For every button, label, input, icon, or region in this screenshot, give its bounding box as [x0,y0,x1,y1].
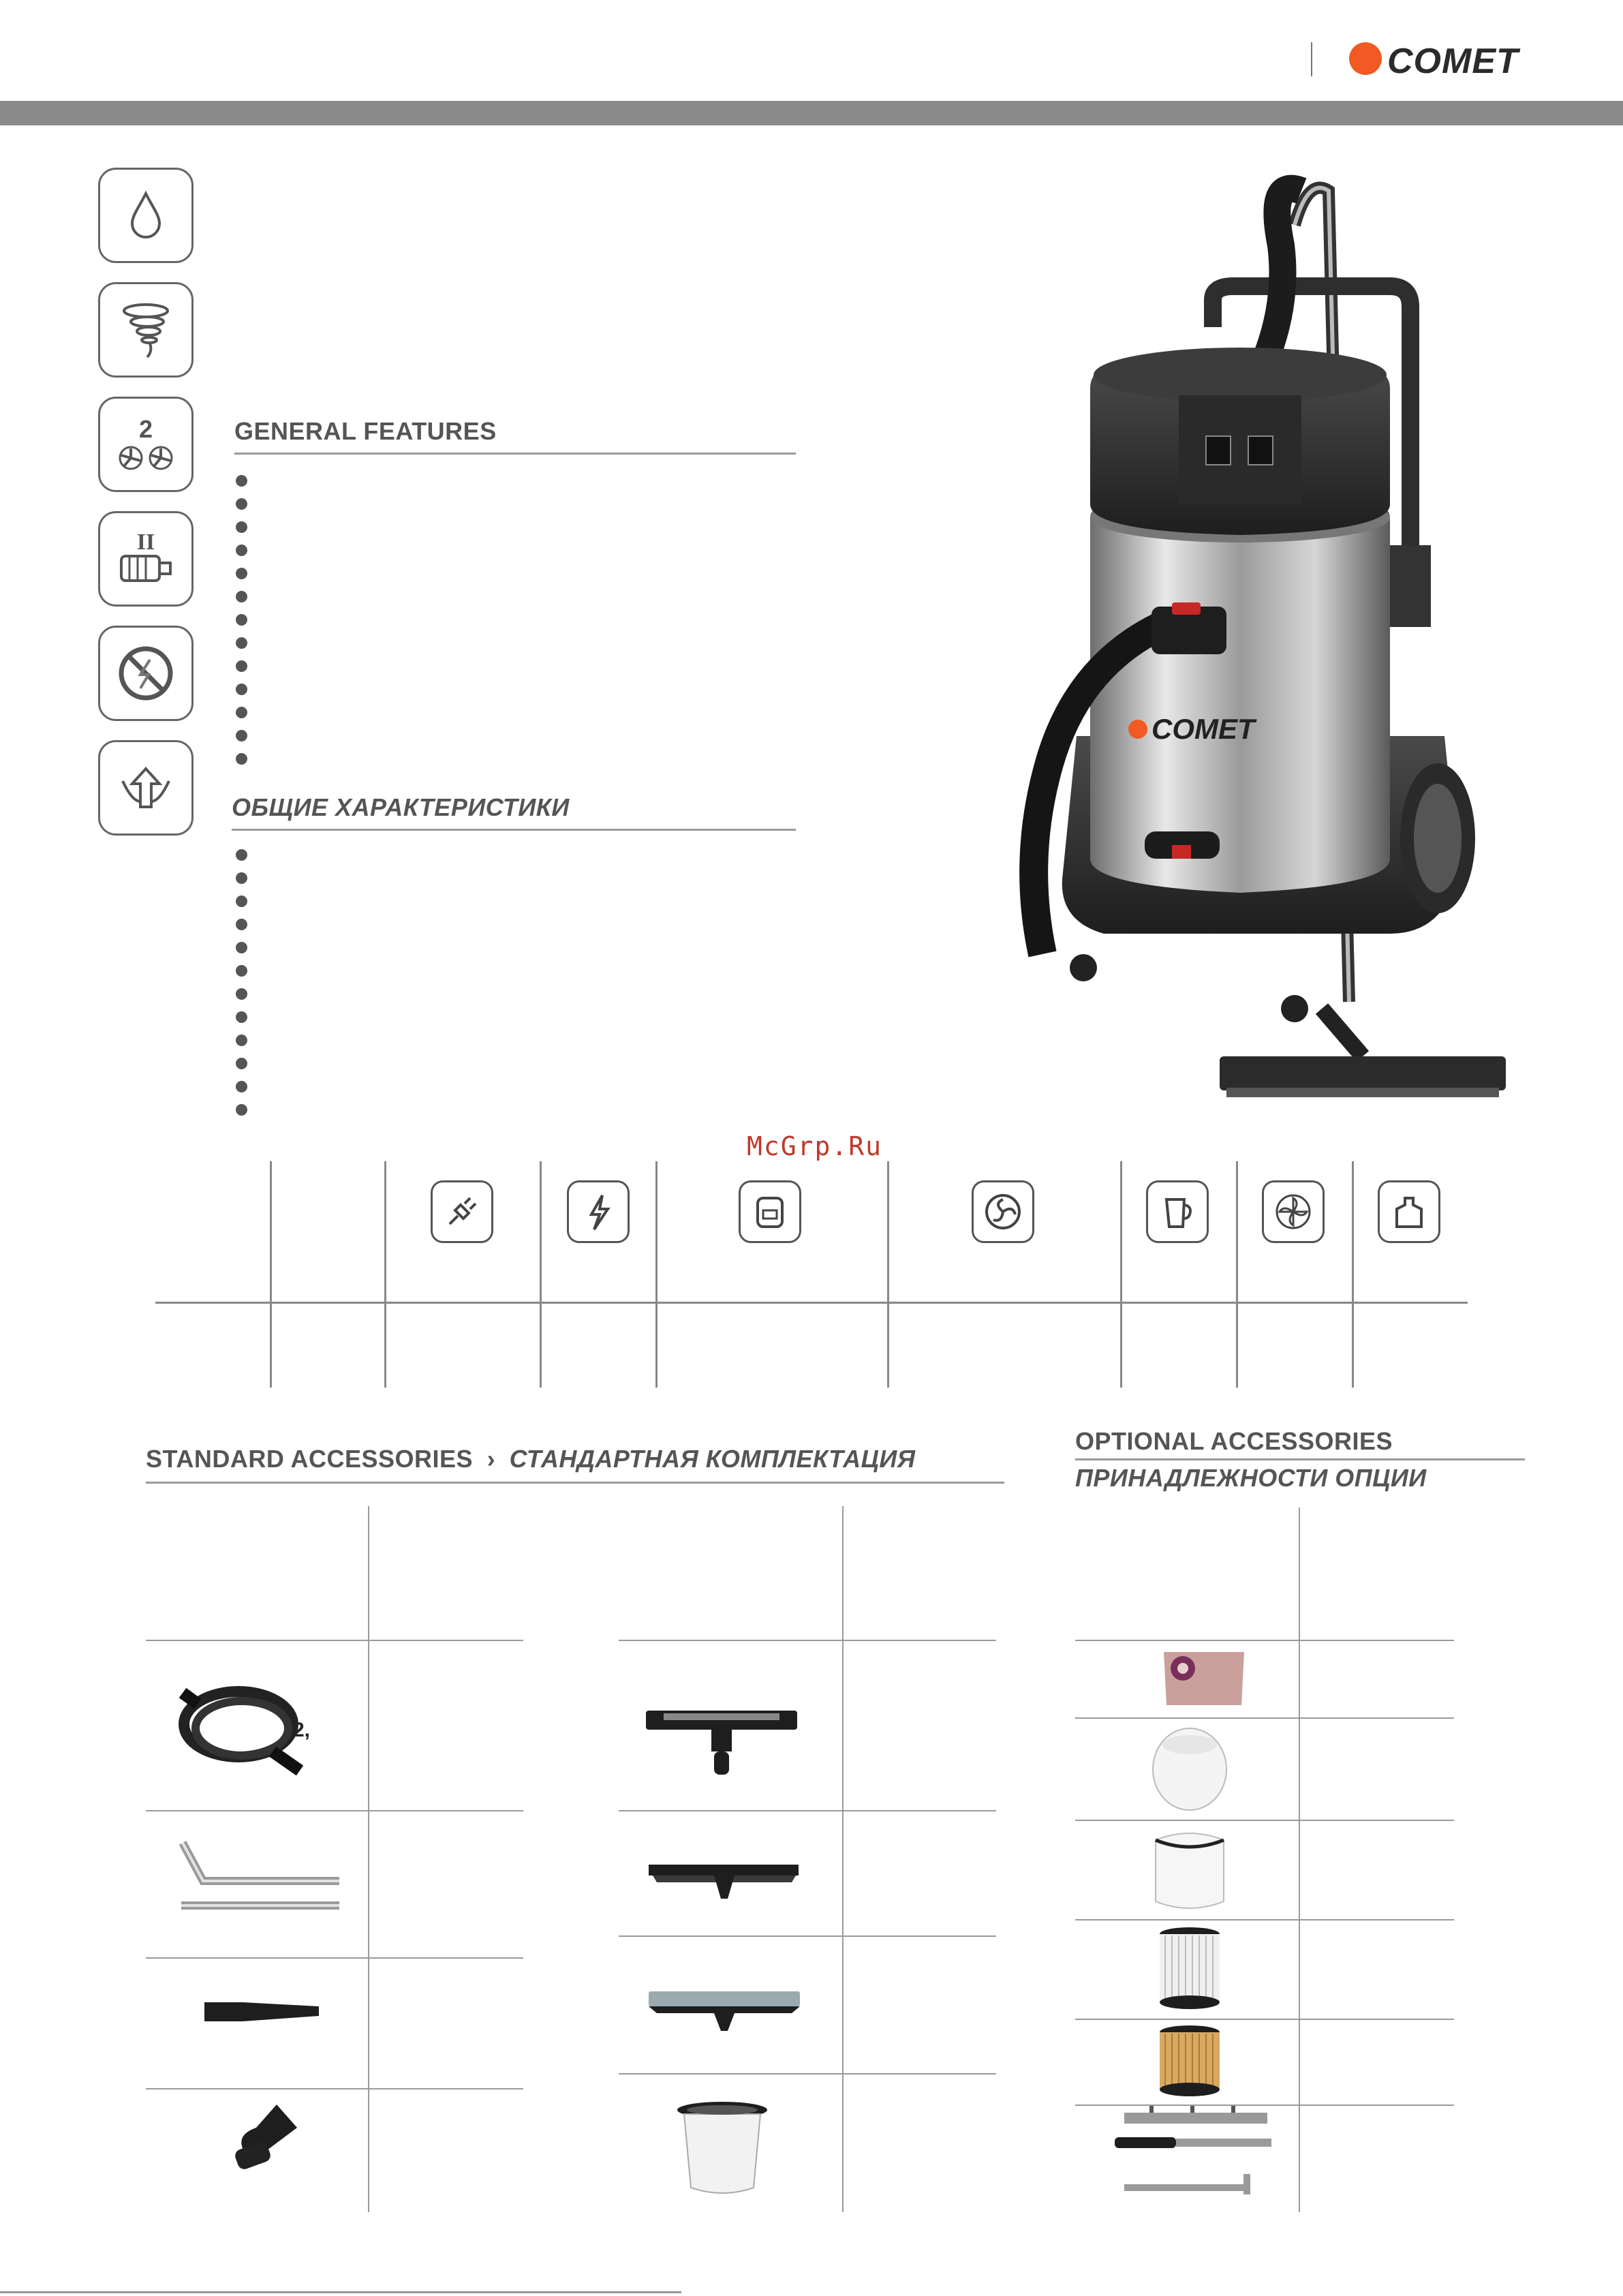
cloth-filter-image [1149,1826,1231,1915]
general-features-title-ru: ОБЩИЕ ХАРАКТЕРИСТИКИ [232,793,570,821]
product-vacuum-image [1008,150,1513,1118]
footer-rule [0,2291,681,2293]
lightning-icon [567,1180,630,1243]
feature-bullet [236,660,247,672]
feature-bullet [236,475,247,487]
feature-bullet [236,919,247,930]
optional-accessories-rule [1075,1458,1525,1460]
feature-bullet [236,730,247,741]
paper-bag-image [1160,1649,1248,1708]
brand-dot-icon [1349,42,1382,75]
table-divider [540,1161,542,1388]
hose-image [170,1677,307,1786]
feature-bullet [236,965,247,977]
feature-bullet [236,1058,247,1069]
capacity-jug-icon [1146,1180,1209,1243]
cloth-filter-basket-image [675,2099,770,2201]
general-features-rule-ru [232,829,796,831]
row-rule [1075,1919,1454,1920]
row-rule [1075,2019,1454,2020]
water-squeegee-image [646,1982,803,2036]
feature-bullet [236,1081,247,1092]
standard-accessories-title [146,1445,916,1473]
table-divider [384,1161,386,1388]
feature-bullet [236,591,247,602]
feature-bullet [236,896,247,907]
optional-divider [1299,1507,1300,2212]
row-rule [146,1957,523,1959]
floor-nozzle-image [643,1704,800,1779]
cloth-bag-image [1149,1724,1231,1813]
cellulose-filter-image [1156,2024,1224,2100]
row-rule [619,2073,996,2075]
feature-bullet [236,1104,247,1116]
feature-bullet [236,521,247,533]
general-features-title: GENERAL FEATURES [234,417,497,445]
row-rule [146,1810,523,1811]
weight-icon [1378,1180,1440,1243]
industrial-floor-kit-image [1111,2106,1274,2208]
table-header-rule [155,1302,1468,1304]
container-icon [739,1180,801,1243]
feature-bullet [236,568,247,579]
title-separator: › [486,1445,496,1473]
feature-bullet [236,707,247,718]
optional-accessories-title: OPTIONAL ACCESSORIES [1075,1427,1393,1455]
row-rule [1075,1640,1454,1641]
feature-bullet [236,849,247,861]
extension-tubes-image [176,1840,346,1922]
cyclone-icon [98,282,194,378]
feature-bullet [236,1035,247,1046]
feature-bullet [236,872,247,884]
crevice-tool-image [202,1990,324,2031]
optional-accessories-title-ru: ПРИНАДЛЕЖНОСТИ ОПЦИИ [1075,1464,1427,1492]
antistatic-icon [98,626,194,721]
airflow-icon [972,1180,1034,1243]
row-rule [619,1935,996,1937]
table-divider [1352,1161,1354,1388]
row-rule [146,1640,523,1641]
watermark: McGrp.Ru [747,1131,883,1161]
power-plug-icon [431,1180,493,1243]
header-bar [0,101,1623,125]
accessories-divider [368,1506,369,2212]
row-rule [1075,1717,1454,1719]
feature-bullet [236,684,247,695]
feature-bullet [236,614,247,626]
row-rule [146,2088,523,2090]
water-drop-icon [98,168,194,263]
two-motors-label: 2 [138,415,153,443]
row-rule [619,1640,996,1641]
feature-bullet [236,637,247,649]
standard-accessories-rule [146,1482,1004,1484]
standard-accessories-en: STANDARD ACCESSORIES [146,1445,474,1473]
tilting-drum-icon [98,740,194,836]
feature-bullet [236,988,247,1000]
feature-bullet [236,753,247,765]
feature-bullet [236,1011,247,1023]
row-rule [1075,1820,1454,1821]
class-ii-motor-icon [98,511,194,607]
feature-bullet [236,545,247,556]
table-divider [270,1161,272,1388]
table-divider [1120,1161,1122,1388]
product-logo: COMET [1151,713,1255,745]
table-divider [887,1161,889,1388]
row-rule [619,1810,996,1811]
standard-accessories-ru: СТАНДАРТНАЯ КОМПЛЕКТАЦИЯ [509,1445,916,1473]
class-ii-label: II [136,530,155,555]
general-features-rule [234,453,796,455]
two-motors-icon [98,397,194,492]
brand-logo: COMET [1387,42,1519,81]
squeegee-nozzle-image [646,1855,803,1910]
brand-separator [1311,42,1312,76]
accessories-divider [842,1506,844,2212]
table-divider [1236,1161,1238,1388]
hose-note: 2, [293,1719,311,1741]
cartridge-filter-image [1156,1926,1224,2013]
round-brush-image [229,2100,318,2175]
feature-bullet [236,498,247,510]
fan-icon [1262,1180,1325,1243]
feature-bullet [236,942,247,953]
table-divider [655,1161,658,1388]
